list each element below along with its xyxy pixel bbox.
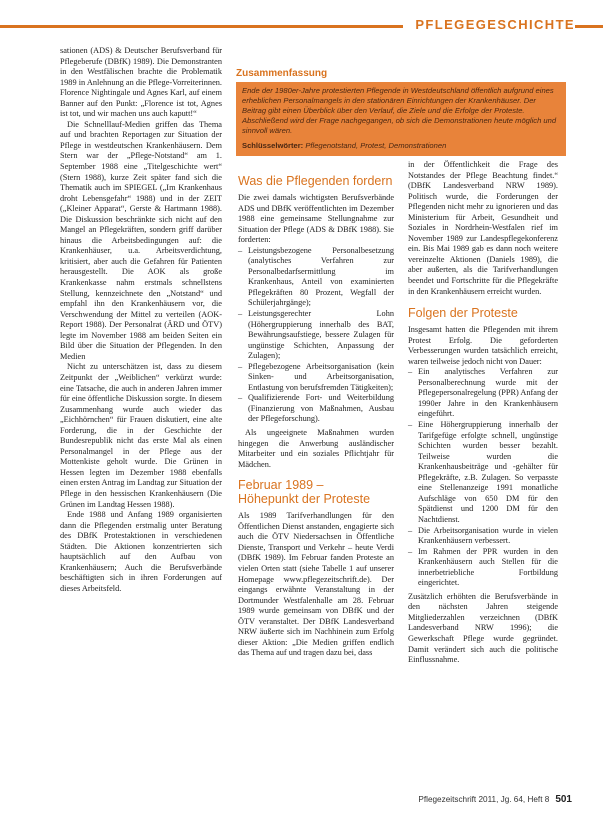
list-item: – Im Rahmen der PPR wurden in den Krankenhäusern auch Stellen für die innerbetriebliche Fortbildung eingerichtet.	[408, 547, 558, 589]
page-number: 501	[555, 794, 572, 805]
keywords-text: Pflegenotstand, Protest, Demonstrationen	[305, 141, 447, 150]
paragraph: Als ungeeignete Maßnahmen wurden hingegen die Anwerbung ausländischer Mitarbeiter und ein soziales Pflichtjahr für Mädchen.	[238, 428, 394, 469]
list-item: – Leistungsbezogene Personalbesetzung (analytisches Verfahren zur Personalbedarfsermittlung im Krankenhaus, Anteil von examinierten Pflegekräften 80 Prozent, Wegfall der Schülerjahrgänge);	[238, 246, 394, 309]
section-heading-line: Februar 1989 –	[238, 478, 324, 493]
paragraph: Insgesamt hatten die Pflegenden mit ihrem Protest Erfolg. Die geforderten Verbesserungen wurden tatsächlich erreicht, waren teilweise jedoch nicht von Dauer:	[408, 325, 558, 366]
summary-text: Ende der 1980er-Jahre protestierten Pflegende in Westdeutschland öffentlich aufgrund eines erheblichen Personalmangels in den stationären Einrichtungen der Krankenhäuser. Der Beitrag gibt einen Überblick über den Verlauf, die Ziele und die Erfolge der Proteste. Abschließend wird der Frage nachgegangen, ob sich die Demonstrationen heute möglich und sinnvoll wären.	[242, 86, 557, 135]
paragraph: Ende 1988 und Anfang 1989 organisierten dann die Pflegenden erstmalig unter Beratung des DBfK Protestaktionen in verschiedenen Städten. Die Aktionen konzentrierten sich hauptsächlich auf den Aufbau von Krankenhäusern; Auch die Berufsverbände beschäftigten sich in ihren Forderungen auf dieses Arbeitsfeld.	[60, 510, 222, 593]
paragraph: Die Schnelllauf-Medien griffen das Thema auf und brachten Reportagen zur Situation der Pflege in westdeutschen Krankenhäusern. Dem Stern war der „Pflege-Notstand“ am 1. September 1988 eine „Titelgeschichte wert“ (Stern 1988), kurze Zeit später fand sich die Thematik auch im SPIEGEL („Im Krankenhaus droht Lebensgefahr“ 1988) und in der ZEIT („Kleiner Apparat“, Gerste & Hartmann 1988). Die Diskussion beschränkte sich nicht auf den Mangel an Pflegekräften, sondern griff darüber hinaus die Arbeitsbedingungen auf: die Krankenhäuser, u.a. Arbeitsverdichtung, kritisiert, aber auch die Gefahren für Patienten herausgestellt. Die AOK als große Krankenkasse nahm erstmals schnellstens Stellung, kennzeichnete den „Notstand“ und empfahl ihn den Krankenhäusern vor, die Verschwendung der Mittel zu verteilen (AOK-Report 1988). Der Personalrat (ÄRD und ÖTV) legte im November 1988 am beiden Seiten ein Bild über die Situation der Pflegenden. In den Medien	[60, 119, 222, 361]
journal-citation: Pflegezeitschrift 2011, Jg. 64, Heft 8	[418, 795, 550, 804]
demands-list	[238, 246, 394, 425]
section-label: PFLEGEGESCHICHTE	[403, 13, 575, 37]
section-header-bar	[0, 12, 603, 38]
summary-box	[236, 66, 566, 162]
summary-keywords	[242, 141, 560, 151]
column-middle	[238, 172, 394, 659]
list-item: – Leistungsgerechter Lohn (Höhergruppierung innerhalb des BAT, Bewährungsaufstiege, bessere Zulagen für ungünstige Schichten, Anpassung der Zulagen);	[238, 309, 394, 362]
results-list	[408, 367, 558, 588]
summary-body	[236, 82, 566, 156]
section-heading-block	[238, 478, 394, 506]
section-heading-line: Höhepunkt der Proteste	[238, 492, 371, 507]
section-heading: Folgen der Proteste	[408, 306, 518, 321]
paragraph: Als 1989 Tarifverhandlungen für den Öffentlichen Dienst anstanden, engagierte sich auch die ÖTV Niedersachsen in Öffentliche Dienste, Transport und Verkehr – heute Verdi (DBfK 1989). Im Februar fanden Proteste an vielen Orten statt (siehe Tabelle 1 auf unserer Homepage www.pflegezeitschrift.de). Der eingangs erwähnte Veranstaltung in der Dortmunder Westfalenhalle am 28. Februar 1989 wurde gemeinsam von DBfK und der ÖTV veranstaltet. Der DBfK Landesverband NRW äußerte sich im Nachhinein zum Erfolg dieser Aktion: „Die Medien griffen endlich das Thema auf und tragen dazu bei, dass	[238, 511, 394, 658]
list-item: – Pflegebezogene Arbeitsorganisation (kein Sinken- und Arbeitsorganisation, Entlastung von berufsfremden Tätigkeiten);	[238, 362, 394, 394]
section-heading: Was die Pflegenden fordern	[238, 174, 393, 188]
list-item: – Ein analytisches Verfahren zur Personalberechnung wurde mit der Pflegepersonalregelung (PPR) Anfang der 1990er Jahre in den Krankenhäusern eingeführt.	[408, 367, 558, 420]
page-footer	[382, 793, 572, 807]
list-item: – Die Arbeitsorganisation wurde in vielen Krankenhäusern verbessert.	[408, 526, 558, 547]
paragraph: sationen (ADS) & Deutscher Berufsverband für Pflegeberufe (DBfK) 1989). Die Demonstranten in den Westfälischen brachte die Problematik 1989 in Anlehnung an die Pflege-Vorreiterinnen. Florence Nightingale und Agnes Karl, auf einem Banner auf den Punkt: „Florence ist tot, Agnes ist tot, und wir machen uns auch kaputt!“	[60, 46, 222, 119]
list-item: – Eine Höhergruppierung innerhalb der Tarifgefüge erfolgte schnell, ungünstige Schichten wurden besser bezahlt. Teilweise wurden die Krankenhausbeiträge und -gehälter für Pflegekräfte, z.B. Zulagen. So verpasste eine Stellenanzeige 1991 monatliche Aufschläge von 650 DM für den Spätdienst und 1200 DM für den Nachtdienst.	[408, 420, 558, 525]
paragraph: Zusätzlich erhöhten die Berufsverbände in den nächsten Jahren steigende Mitgliederzahlen verzeichnen (DBfK Landesverband NRW 1996); die Gewerkschaft Pflege wurde gegründet. Damit verändert sich auch die politische Einflussnahme.	[408, 591, 558, 665]
paragraph: Die zwei damals wichtigsten Berufsverbände ADS und DBfK veröffentlichten im Dezember 1988 eine gemeinsame Stellungnahme zur Situation der Pflege (ADS & DBfK 1988). Sie forderten:	[238, 193, 394, 245]
summary-heading: Zusammenfassung	[236, 66, 566, 82]
paragraph: Nicht zu unterschätzen ist, dass zu diesem Zeitpunkt der „Weiblichen“ verkürzt wurde: eine Tatsache, die auch in anderen Jahren immer für eine öffentliche Diskussion sorgte. In diesem Zusammenhang wurde auch wieder das „Eichhörnchen“ für Frauen diskutiert, eine alte Forderung, die in der Geschichte der Bundesrepublik nicht das erste Mal als einen Personalmangel in der Pflege aus der Mottenkiste geholt wurde. Die Grünen in Hessen legten im Dezember 1988 ebenfalls einen ersten Antrag im Landtag zur Situation der Pflege in den hessischen Krankenhäusern (Die Grünen im Landtag Hessen 1988).	[60, 362, 222, 509]
list-item: – Qualifizierende Fort- und Weiterbildung (Finanzierung von Maßnahmen, Ausbau der Pflegeforschung).	[238, 393, 394, 425]
paragraph: in der Öffentlichkeit die Frage des Notstandes der Pflege Beachtung findet.“ (DBfK Landesverband NRW 1989). Politisch wurde, die Forderungen der Pflegenden nicht mehr zu ignorieren und das Ministerium für Arbeit, Gesundheit und Soziales in Nordrhein-Westfalen rief im November 1989 zur Landespflegekonferenz ein. Bis Mai 1989 gab es dann noch weitere vereinzelte Aktionen (Daniels 1989), die aber außerten, als die Tarifverhandlungen beendet und Fortschritte für die Pflegekräfte in den Krankenhäusern erreicht wurden.	[408, 160, 558, 296]
column-right	[408, 160, 558, 666]
column-left	[60, 46, 222, 594]
keywords-label: Schlüsselwörter:	[242, 141, 304, 150]
